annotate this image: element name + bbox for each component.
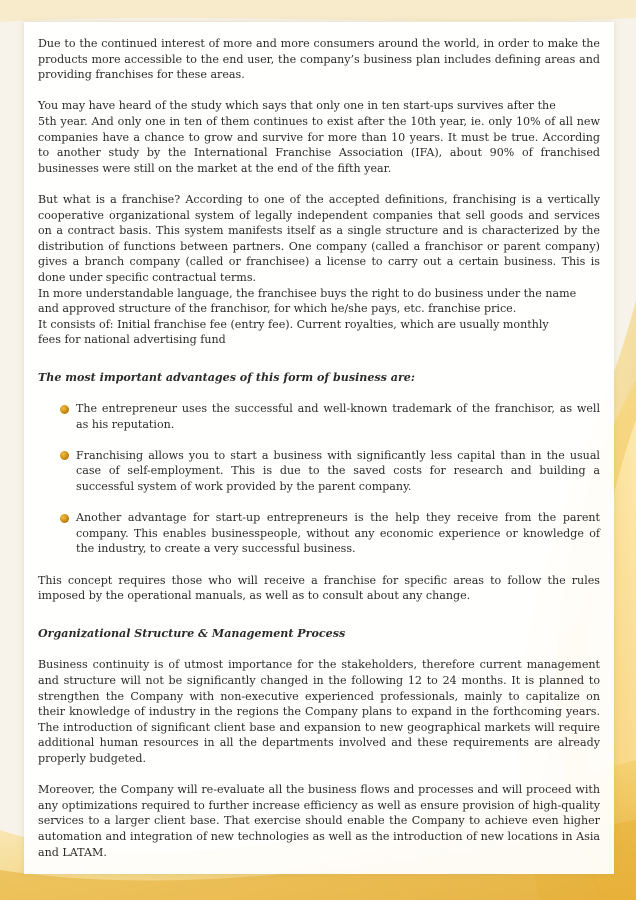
study-line-1: You may have heard of the study which says that only one in ten start-ups survives after the bbox=[38, 99, 556, 113]
advantages-heading: The most important advantages of this form of business are: bbox=[38, 370, 415, 384]
bullet-icon bbox=[60, 451, 69, 460]
org-heading: Organizational Structure & Management Process bbox=[38, 626, 346, 640]
advantage-text: Another advantage for start-up entrepreneurs is the help they receive from the parent company. This enables businesspeople, without any economic experience or knowledge of the industry, to create a very successful business. bbox=[76, 511, 600, 556]
simple-explanation-paragraph bbox=[38, 286, 600, 348]
advantage-text: Franchising allows you to start a business with significantly less capital than in the usual case of self-employment. This is due to the saved costs for research and building a successful system of work provided by the parent company. bbox=[76, 448, 600, 494]
study-paragraph bbox=[38, 98, 600, 176]
org-paragraph-1: Business continuity is of utmost importance for the stakeholders, therefore current management and structure will not be significantly changed in the following 12 to 24 months. It is planned to strengthen the Company with non-executive experienced professionals, mainly to capitalize on their knowledge of industry in the regions the Company plans to expand in the forthcoming years. The introduction of significant client base and expansion to new geographical markets will require additional human resources in all the departments involved and these requirements are already properly budgeted. bbox=[38, 658, 600, 765]
study-line-2: 5th year. And only one in ten of them continues to exist after the 10th year, ie. only 10% of all new companies have a chance to grow and survive for more than 10 years. It must be true. According to another study by the International Franchise Association (IFA), about 90% of franchised businesses were still on the market at the end of the fifth year. bbox=[38, 114, 600, 175]
intro-paragraph: Due to the continued interest of more and more consumers around the world, in order to make the products more accessible to the end user, the company’s business plan includes defining areas and providing franchises for these areas. bbox=[38, 37, 600, 82]
simple-line-2: and approved structure of the franchisor, for which he/she pays, etc. franchise price. bbox=[38, 302, 517, 316]
simple-line-3: It consists of: Initial franchise fee (entry fee). Current royalties, which are usually monthly bbox=[38, 317, 549, 331]
document-content bbox=[38, 36, 600, 860]
bullet-icon bbox=[60, 405, 69, 414]
org-paragraph-2: Moreover, the Company will re-evaluate all the business flows and processes and will proceed with any optimizations required to further increase efficiency as well as ensure provision of high-quality services to a larger client base. That exercise should enable the Company to achieve even higher automation and integration of new technologies as well as the introduction of new locations in Asia and LATAM. bbox=[38, 783, 600, 859]
advantage-text: The entrepreneur uses the successful and well-known trademark of the franchisor, as well as his reputation. bbox=[76, 402, 600, 431]
simple-line-1: In more understandable language, the franchisee buys the right to do business under the name bbox=[38, 286, 577, 300]
advantages-list bbox=[38, 401, 600, 557]
list-item bbox=[38, 510, 600, 557]
bullet-icon bbox=[60, 514, 69, 523]
list-item bbox=[38, 448, 600, 495]
concept-paragraph: This concept requires those who will receive a franchise for specific areas to follow the rules imposed by the operational manuals, as well as to consult about any change. bbox=[38, 573, 600, 603]
definition-paragraph: But what is a franchise? According to one of the accepted definitions, franchising is a vertically cooperative organizational system of legally independent companies that sell goods and services on a contract basis. This system manifests itself as a single structure and is characterized by the distribution of functions between partners. One company (called a franchisor or parent company) gives a branch company (called or franchisee) a license to carry out a certain business. This is done under specific contractual terms. bbox=[38, 192, 600, 284]
list-item bbox=[38, 401, 600, 432]
simple-line-4: fees for national advertising fund bbox=[38, 333, 226, 347]
